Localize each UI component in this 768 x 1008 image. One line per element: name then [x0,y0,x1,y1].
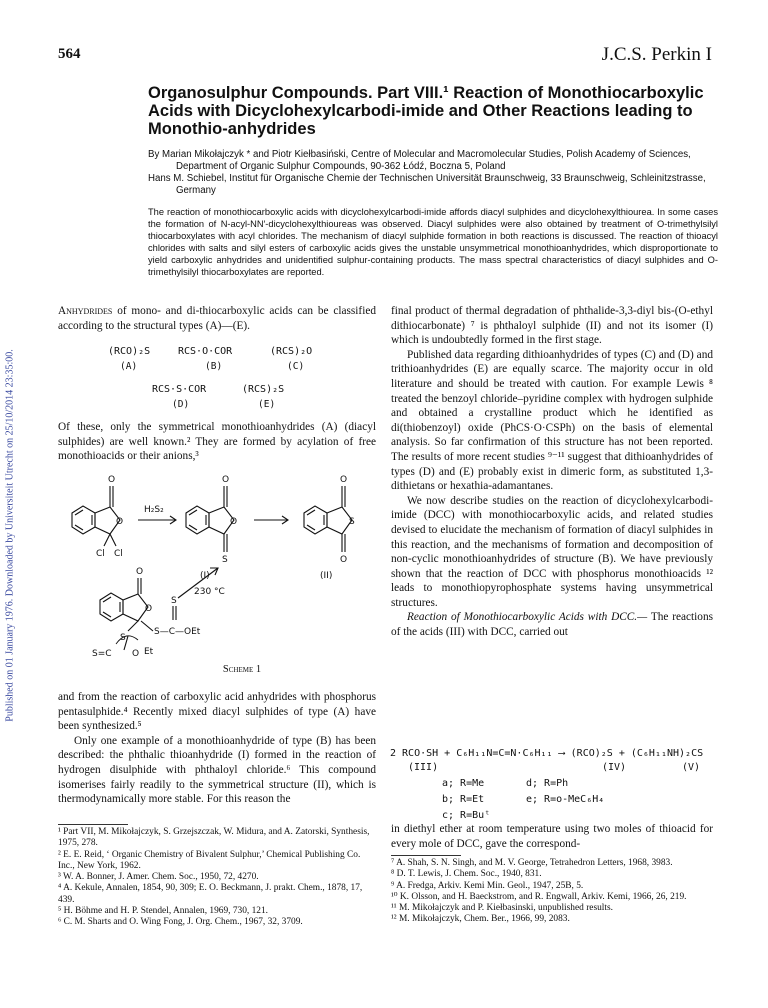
atom-O: O [116,517,124,527]
footnote: ¹ Part VII, M. Mikołajczyk, S. Grzejszczak, W. Midura, and A. Zatorski, Synthesis, 1975, 278. [58,827,370,849]
substituent-b: b; R=Et [442,794,485,805]
substituent-a: a; R=Me [442,778,485,789]
authors-line-2: Hans M. Schiebel, Institut für Organische Chemie der Technischen Universität Braunschweig, 33 Braunschweig, Schleinitzstrasse, Germany [148,173,706,196]
reaction-lhs: 2 RCO·SH + C₆H₁₁N=C=N·C₆H₁₁ [390,748,553,759]
lead-word: Anhydrides [58,305,113,317]
footnote: ⁵ H. Böhme and H. P. Stendel, Annalen, 1969, 730, 121. [58,906,269,917]
xanthate-fragment: S=C [92,649,112,659]
footnote: ¹² M. Mikołajczyk, Chem. Ber., 1966, 99, 2083. [391,914,570,925]
compound-II-label: (II) [320,571,333,581]
footnote: ⁹ A. Fredga, Arkiv. Kemi Min. Geol., 1947, 25B, 5. [391,880,584,891]
left-paragraph-2 [58,420,376,464]
section-heading: Reaction of Monothiocarboxylic Acids with DCC.— [407,611,648,624]
phthaloyl-chloride-structure [72,486,120,546]
type-B-label: (B) [205,361,223,372]
footnote: ⁶ C. M. Sharts and O. Wing Fong, J. Org. Chem., 1967, 32, 3709. [58,917,303,928]
abstract: The reaction of monothiocarboxylic acids with dicyclohexylcarbodi-imide affords diacyl sulphides and dicyclohexylthiourea. In some cases the formation of N-acyl-NN′-dicyclohexylthioureas was observed. Diacyl sulphides were also obtained by treatment of O-trimethylsilyl thiocarboxylates with acyl chlorides. The mechanism of diacyl sulphide formation in both reactions is discussed. The reaction of thioacyl chlorides with salts and silyl esters of carboxylic acids gives the unstable unsymmetrical monothioanhydrides, which disproportionate to yield carboxylic anhydrides and unidentified sulphur-containing products. The mass spectral characteristics of diacyl sulphides and O-trimethylsilyl thiocarboxylates are reported. [148,207,718,278]
paragraph-diacyl: Of these, only the symmetrical monothioanhydrides (A) (diacyl sulphides) are well known.² They are formed by acylation of free monothioacids or their anions,³ [58,421,376,463]
atom-O: O [230,517,238,527]
download-watermark: Published on 01 January 1976. Downloaded by Universiteit Utrecht on 25/10/2014 23:35:00. [4,349,16,722]
type-C-formula: (RCS)₂O [270,346,313,357]
right-column-top [391,304,713,640]
paragraph-sulphides: and from the reaction of carboxylic acid anhydrides with phosphorus pentasulphide.⁴ Recently mixed diacyl sulphides of type (A) have been synthesized.⁵ [58,691,376,733]
substituent-c: c; R=Buᵗ [442,810,491,821]
footnote: ² E. E. Reid, ‘ Organic Chemistry of Bivalent Sulphur,’ Chemical Publishing Co. Inc., New York, 1962. [58,849,361,871]
compound-I-structure [186,486,234,552]
ester-fragment: S—C—OEt [154,627,201,637]
reaction-rhs: (RCO)₂S + (C₆H₁₁NH)₂CS [570,748,704,759]
paragraph-thioanhydride: Only one example of a monothioanhydride of type (B) has been described: the phthalic thioanhydride (I) formed in the reaction of hydrogen disulphide with phthaloyl chloride.⁶ This compound isomerises fairly readily to the symmetrical structure (II), which is thermodynamically more stable. For this reason the [58,734,376,806]
scheme-1-diagram [58,468,378,663]
substituent-d: d; R=Ph [526,778,569,789]
type-D-label: (D) [172,399,190,410]
atom-O: O [145,604,153,614]
footnote: ⁴ A. Kekule, Annalen, 1854, 90, 309; E. O. Beckmann, J. prakt. Chem., 1878, 17, 439. [58,883,363,905]
paragraph-studies: We now describe studies on the reaction of dicyclohexylcarbodi-imide (DCC) with monothiocarboxylic acids, and related studies devised to elucidate the mechanism of formation of diacyl sulphides in this reaction, and the mechanisms of formation and decomposition of non-cyclic monothioanhydrides of structure (B). We have previously shown that the reaction of DCC with phosphorus monothioacids ¹² leads to monothiopyrophosphate systems having unsymmetrical structures. [391,494,713,609]
reagent-label: H₂S₂ [144,505,164,515]
type-C-label: (C) [287,361,305,372]
page-number: 564 [58,46,81,62]
right-column-bottom [391,822,713,851]
type-D-formula: RCS·S·COR [152,384,207,395]
atom-O: O [222,475,230,485]
atom-S: S [349,517,355,527]
atom-Cl: Cl [96,549,105,559]
reaction-arrow: ⟶ [558,748,565,759]
type-A-formula: (RCO)₂S [108,346,151,357]
scheme-caption: Scheme 1 [222,664,262,675]
footnote: ⁷ A. Shah, S. N. Singh, and M. V. George, Tetrahedron Letters, 1968, 3983. [391,858,673,868]
left-column-top [58,304,376,333]
author-block [148,149,720,197]
footnote: ⁸ D. T. Lewis, J. Chem. Soc., 1940, 831. [391,869,542,880]
left-column-bottom [58,690,376,807]
atom-O: O [340,555,348,565]
article-title: Organosulphur Compounds. Part VIII.¹ Reaction of Monothiocarboxylic Acids with Dicyclohexylcarbodi-imide and Other Reactions leading to Monothio-anhydrides [148,84,704,138]
compound-I-label: (I) [200,571,210,581]
ethyl-fragment: Et [144,647,154,657]
paragraph-reactions: The reactions of the acids (III) with DCC, carried out [391,611,714,639]
type-E-formula: (RCS)₂S [242,384,285,395]
atom-O: O [136,567,144,577]
paragraph-intro: of mono- and di-thiocarboxylic acids can be classified according to the structural types (A)—(E). [58,305,376,332]
footnote-rule [391,855,461,856]
label-V: (V) [682,762,701,773]
right-footnotes [391,858,713,926]
atom-S: S [171,596,177,606]
paragraph-degradation: final product of thermal degradation of phthalide-3,3-diyl bis-(O-ethyl dithiocarbonate) ⁷ is phthaloyl sulphide (II) and not its isomer (I) which is undoubtedly formed in the first stage. [391,305,713,347]
atom-S: S [120,633,126,643]
xanthate-structure [100,578,176,650]
temperature-label: 230 °C [194,587,225,597]
substituent-e: e; R=o-MeC₆H₄ [526,794,605,805]
type-B-formula: RCS·O·COR [178,346,233,357]
atom-Cl: Cl [114,549,123,559]
footnote: ¹¹ M. Mikołajczyk and P. Kiełbasinski, unpublished results. [391,903,614,914]
type-A-label: (A) [120,361,138,372]
journal-name: J.C.S. Perkin I [601,44,712,65]
compound-II-structure [304,486,352,552]
atom-O: O [340,475,348,485]
label-IV: (IV) [602,762,627,773]
type-E-label: (E) [258,399,276,410]
atom-O: O [132,649,140,659]
atom-S: S [222,555,228,565]
left-footnotes [58,827,376,929]
paragraph-conditions: in diethyl ether at room temperature using two moles of thioacid for every mole of DCC, gave the correspond- [391,823,713,850]
footnote-rule [58,824,128,825]
footnote: ¹⁰ K. Olsson, and H. Baeckstrom, and R. Engwall, Arkiv. Kemi, 1966, 26, 219. [391,891,687,902]
label-III: (III) [408,762,439,773]
footnote: ³ W. A. Bonner, J. Amer. Chem. Soc., 1950, 72, 4270. [58,872,259,883]
paragraph-published-data: Published data regarding dithioanhydrides of types (C) and (D) and trithioanhydrides (E) are equally scarce. The majority occur in old literature and should be treated with caution. For example Lewis ⁸ treated the benzoyl chloride–pyridine complex with hydrogen sulphide and obtained a crystalline product which he identified as di(thiobenzoyl) oxide (PhCS·O·CSPh) on the basis of elemental analysis. So far confirmation of this structure has not been reported. The results of more recent studies ⁹⁻¹¹ suggest that dithioanhydrides of types (D) and (E) probably exist in dimeric form, as substituted 1,3-dithietans or hexathia-adamantanes. [391,348,713,493]
atom-O: O [108,475,116,485]
authors-line-1: By Marian Mikołajczyk * and Piotr Kiełbasiński, Centre of Molecular and Macromolecular Studies, Polish Academy of Sciences, Department of Organic Sulphur Compounds, 90-362 Łódź, Boczna 5, Poland [148,149,691,172]
